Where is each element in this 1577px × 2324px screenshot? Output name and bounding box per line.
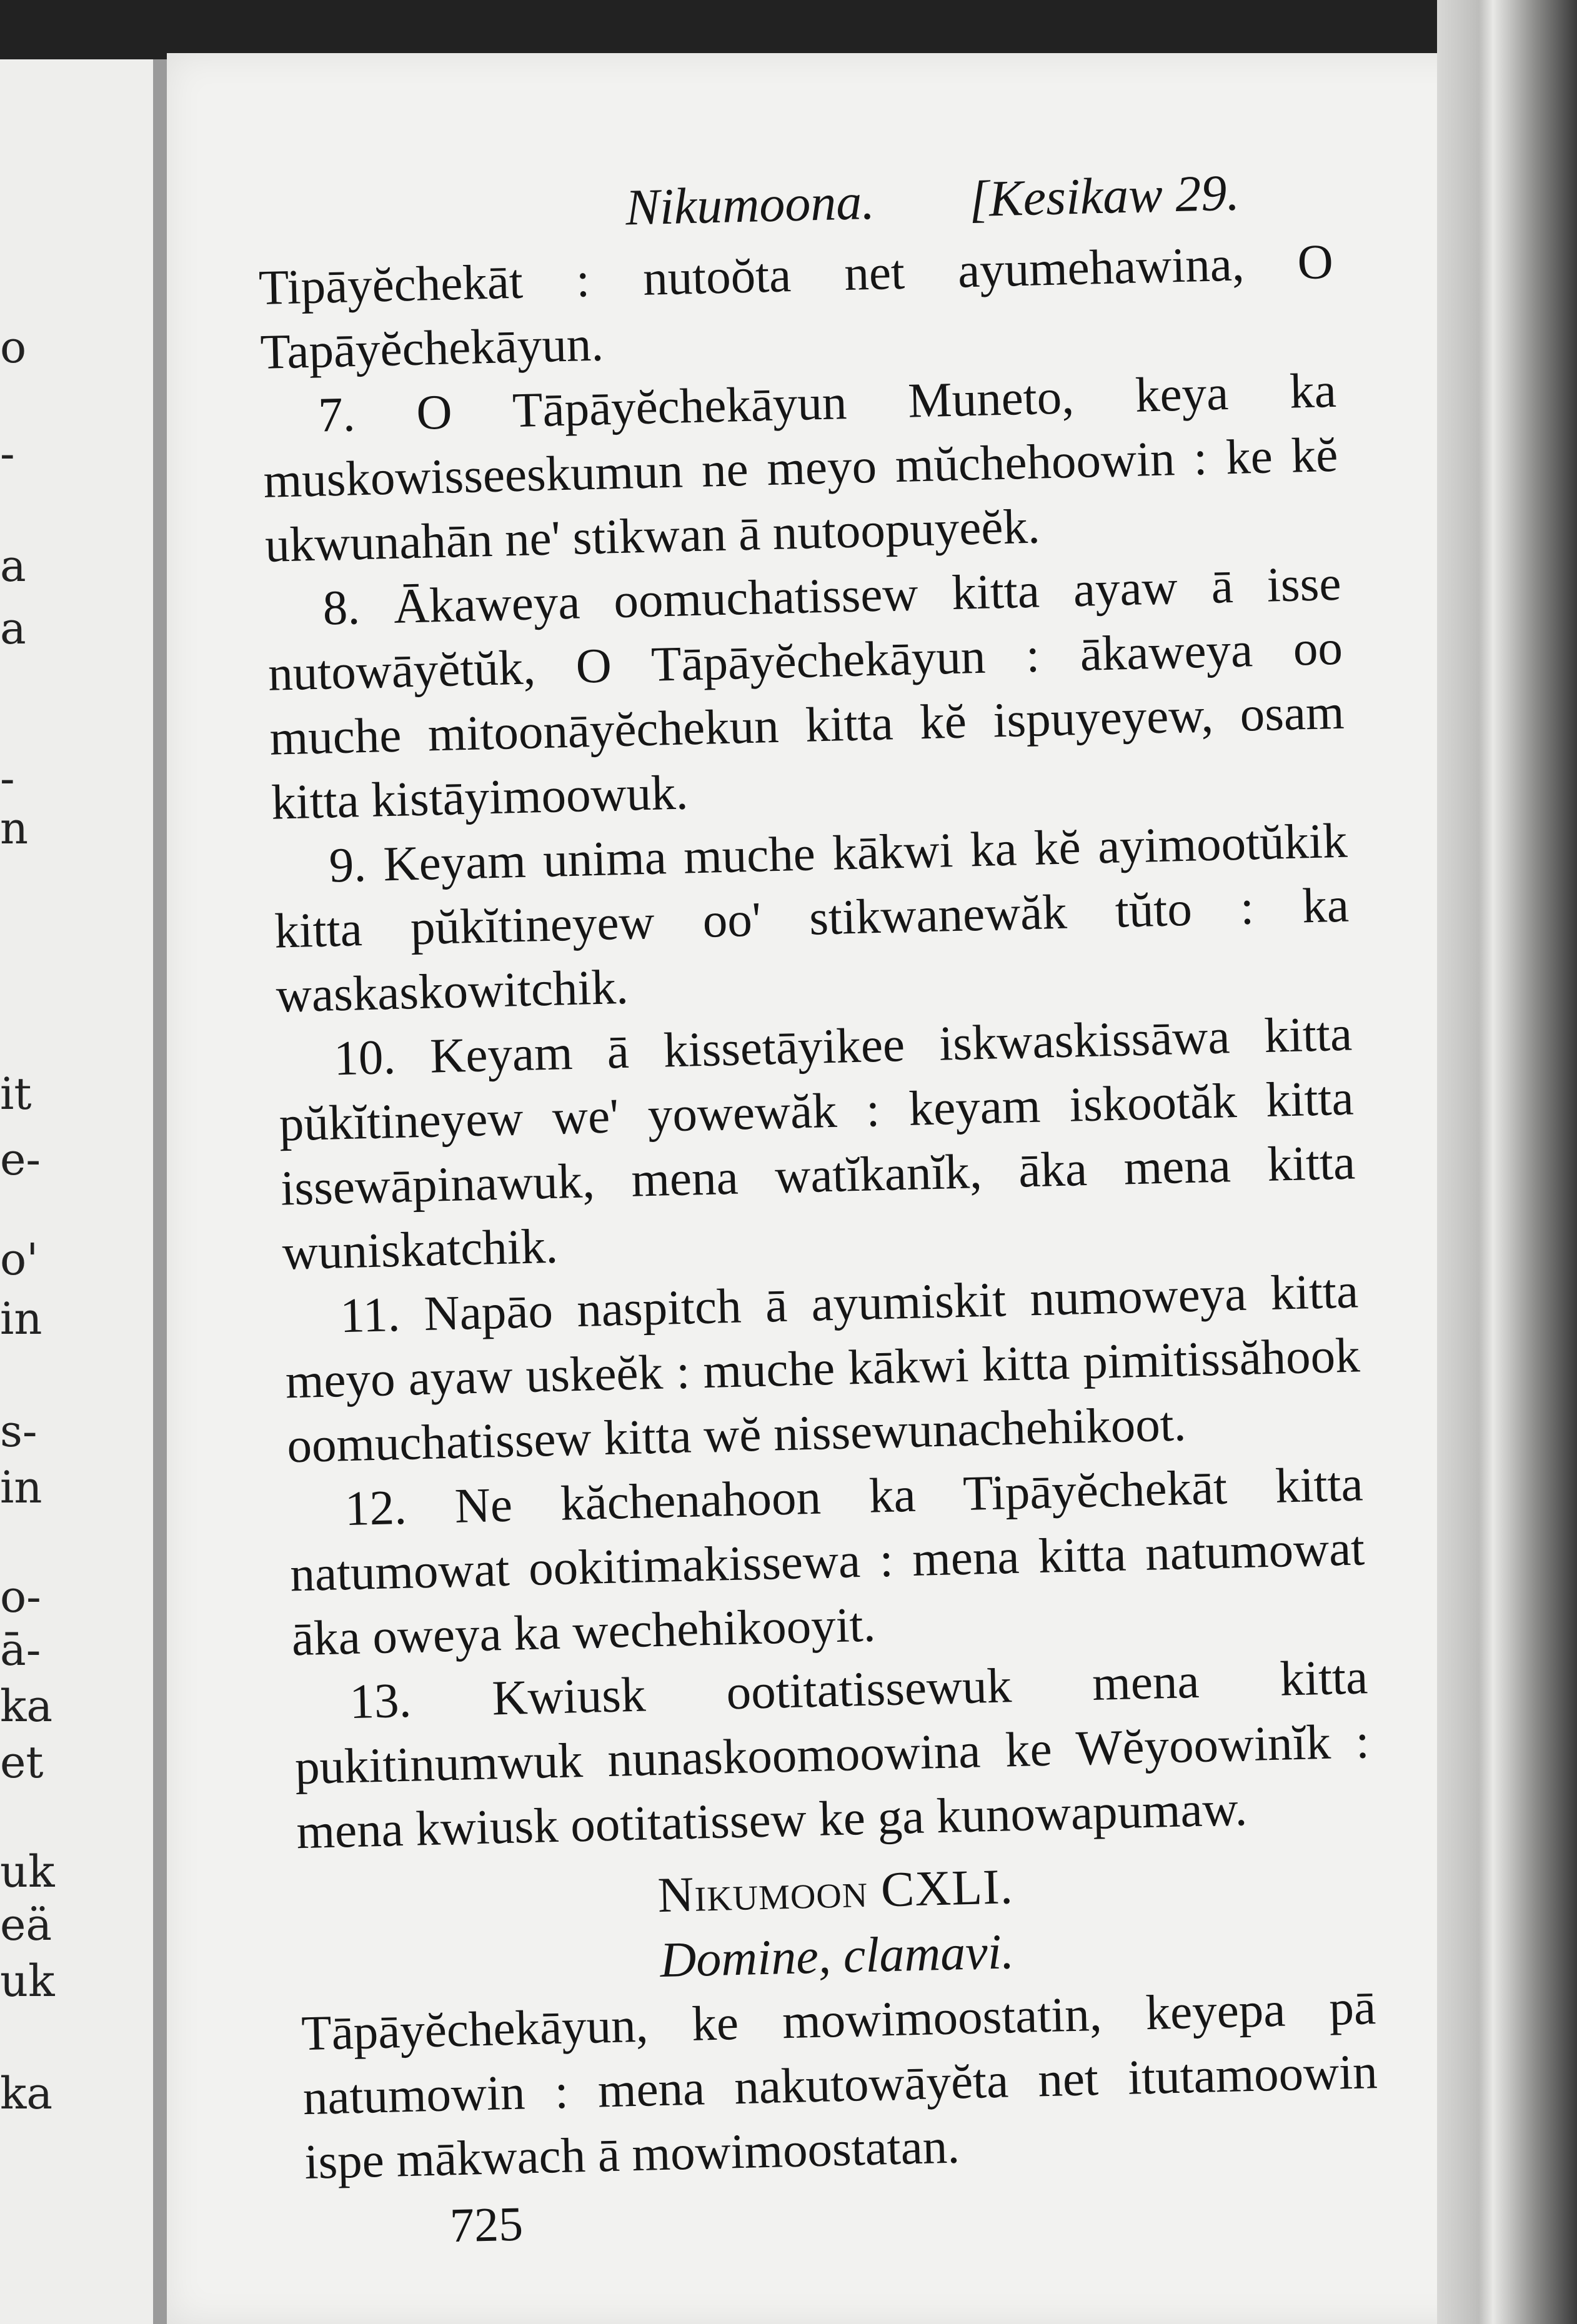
left-page-fragment: - [0,753,15,804]
paragraph: Tipāyĕchekāt : nutoŏta net ayumehawina, O Tapāyĕchekāyun. [258,234,1334,380]
body-text [258,230,1380,2195]
running-head-reference: [Kesikaw 29. [968,164,1240,228]
left-page-fragment: it [0,1068,32,1120]
left-page-text-fragments [0,59,153,2324]
left-page-fragment: eä [0,1899,52,1950]
left-page-fragment: e- [0,1134,41,1185]
left-page-fragment: ka [0,2068,53,2119]
psalm-heading: Nikumoon CXLI. [657,1859,1014,1924]
verse-12: 12. Ne kăchenahoon ka Tipāyĕchekāt kitta natumowat ookitimakissewa : mena kitta natumowat āka oweya ka wechehikooyit. [289,1457,1366,1667]
page-content [256,155,1381,2263]
verse-10: 10. Keyam ā kissetāyikee iskwaskissāwa kitta pŭkĭtineyew we' yowewăk : keyam iskootăk kitta issewāpinawuk, mena watĭkanĭk, āka mena kitta wuniskatchik. [278,1006,1356,1281]
left-page-fragment: in [0,1462,42,1513]
verse-8: 8. Ākaweya oomuchatissew kitta ayaw ā isse nutowāyĕtŭk, O Tāpāyĕchekāyun : ākaweya oo muche mitoonāyĕchekun kitta kĕ ispuyeyew, osam kitta kistāyimoowuk. [267,556,1345,830]
left-page-fragment: uk [0,1955,55,2007]
verse-9: 9. Keyam unima muche kākwi ka kĕ ayimootŭkik kitta pŭkĭtineyew oo' stikwanewăk tŭto : ka waskaskowitchik. [274,813,1350,1023]
running-head-title: Nikumoona. [625,172,875,236]
left-page-fragment: ā- [0,1624,41,1676]
page-stack-edge [1437,0,1577,2324]
psalm-subtitle: Domine, clamavi. [659,1924,1015,1989]
left-page-fragment: et [0,1737,44,1788]
verse-13: 13. Kwiusk ootitatissewuk mena kitta pukitinumwuk nunaskoomoowina ke Wĕyoowinĭk : mena kwiusk ootitatissew ke ga kunowapumaw. [294,1650,1370,1860]
psalm-opening-verse: Tāpāyĕchekāyun, ke mowimoostatin, keyepa pā natumowin : mena nakutowāyĕta net itutamoowin ispe mākwach ā mowimoostatan. [301,1980,1378,2190]
left-adjacent-page [0,59,167,2324]
left-page-fragment: - [0,428,15,479]
left-page-fragment: s- [0,1406,37,1457]
left-page-fragment: in [0,1293,42,1344]
left-page-fragment: a [0,540,26,592]
left-page-fragment: ka [0,1681,53,1732]
verse-11: 11. Napāo naspitch ā ayumiskit numoweya kitta meyo ayaw uskeĕk : muche kākwi kitta pimitissăhook oomuchatissew kitta wĕ nissewunachehikoot. [284,1264,1361,1474]
left-page-fragment: uk [0,1846,55,1897]
left-page-fragment: o [0,322,27,373]
left-page-fragment: o' [0,1234,39,1285]
left-page-fragment: o- [0,1571,41,1622]
left-page-fragment: a [0,603,26,654]
page-number: 725 [449,2196,524,2253]
left-page-fragment: n [0,803,29,854]
verse-7: 7. O Tāpāyĕchekāyun Muneto, keya ka muskowisseeskumun ne meyo mŭchehoowin : ke kĕ ukwunahān ne' stikwan ā nutoopuyeĕk. [262,363,1339,573]
